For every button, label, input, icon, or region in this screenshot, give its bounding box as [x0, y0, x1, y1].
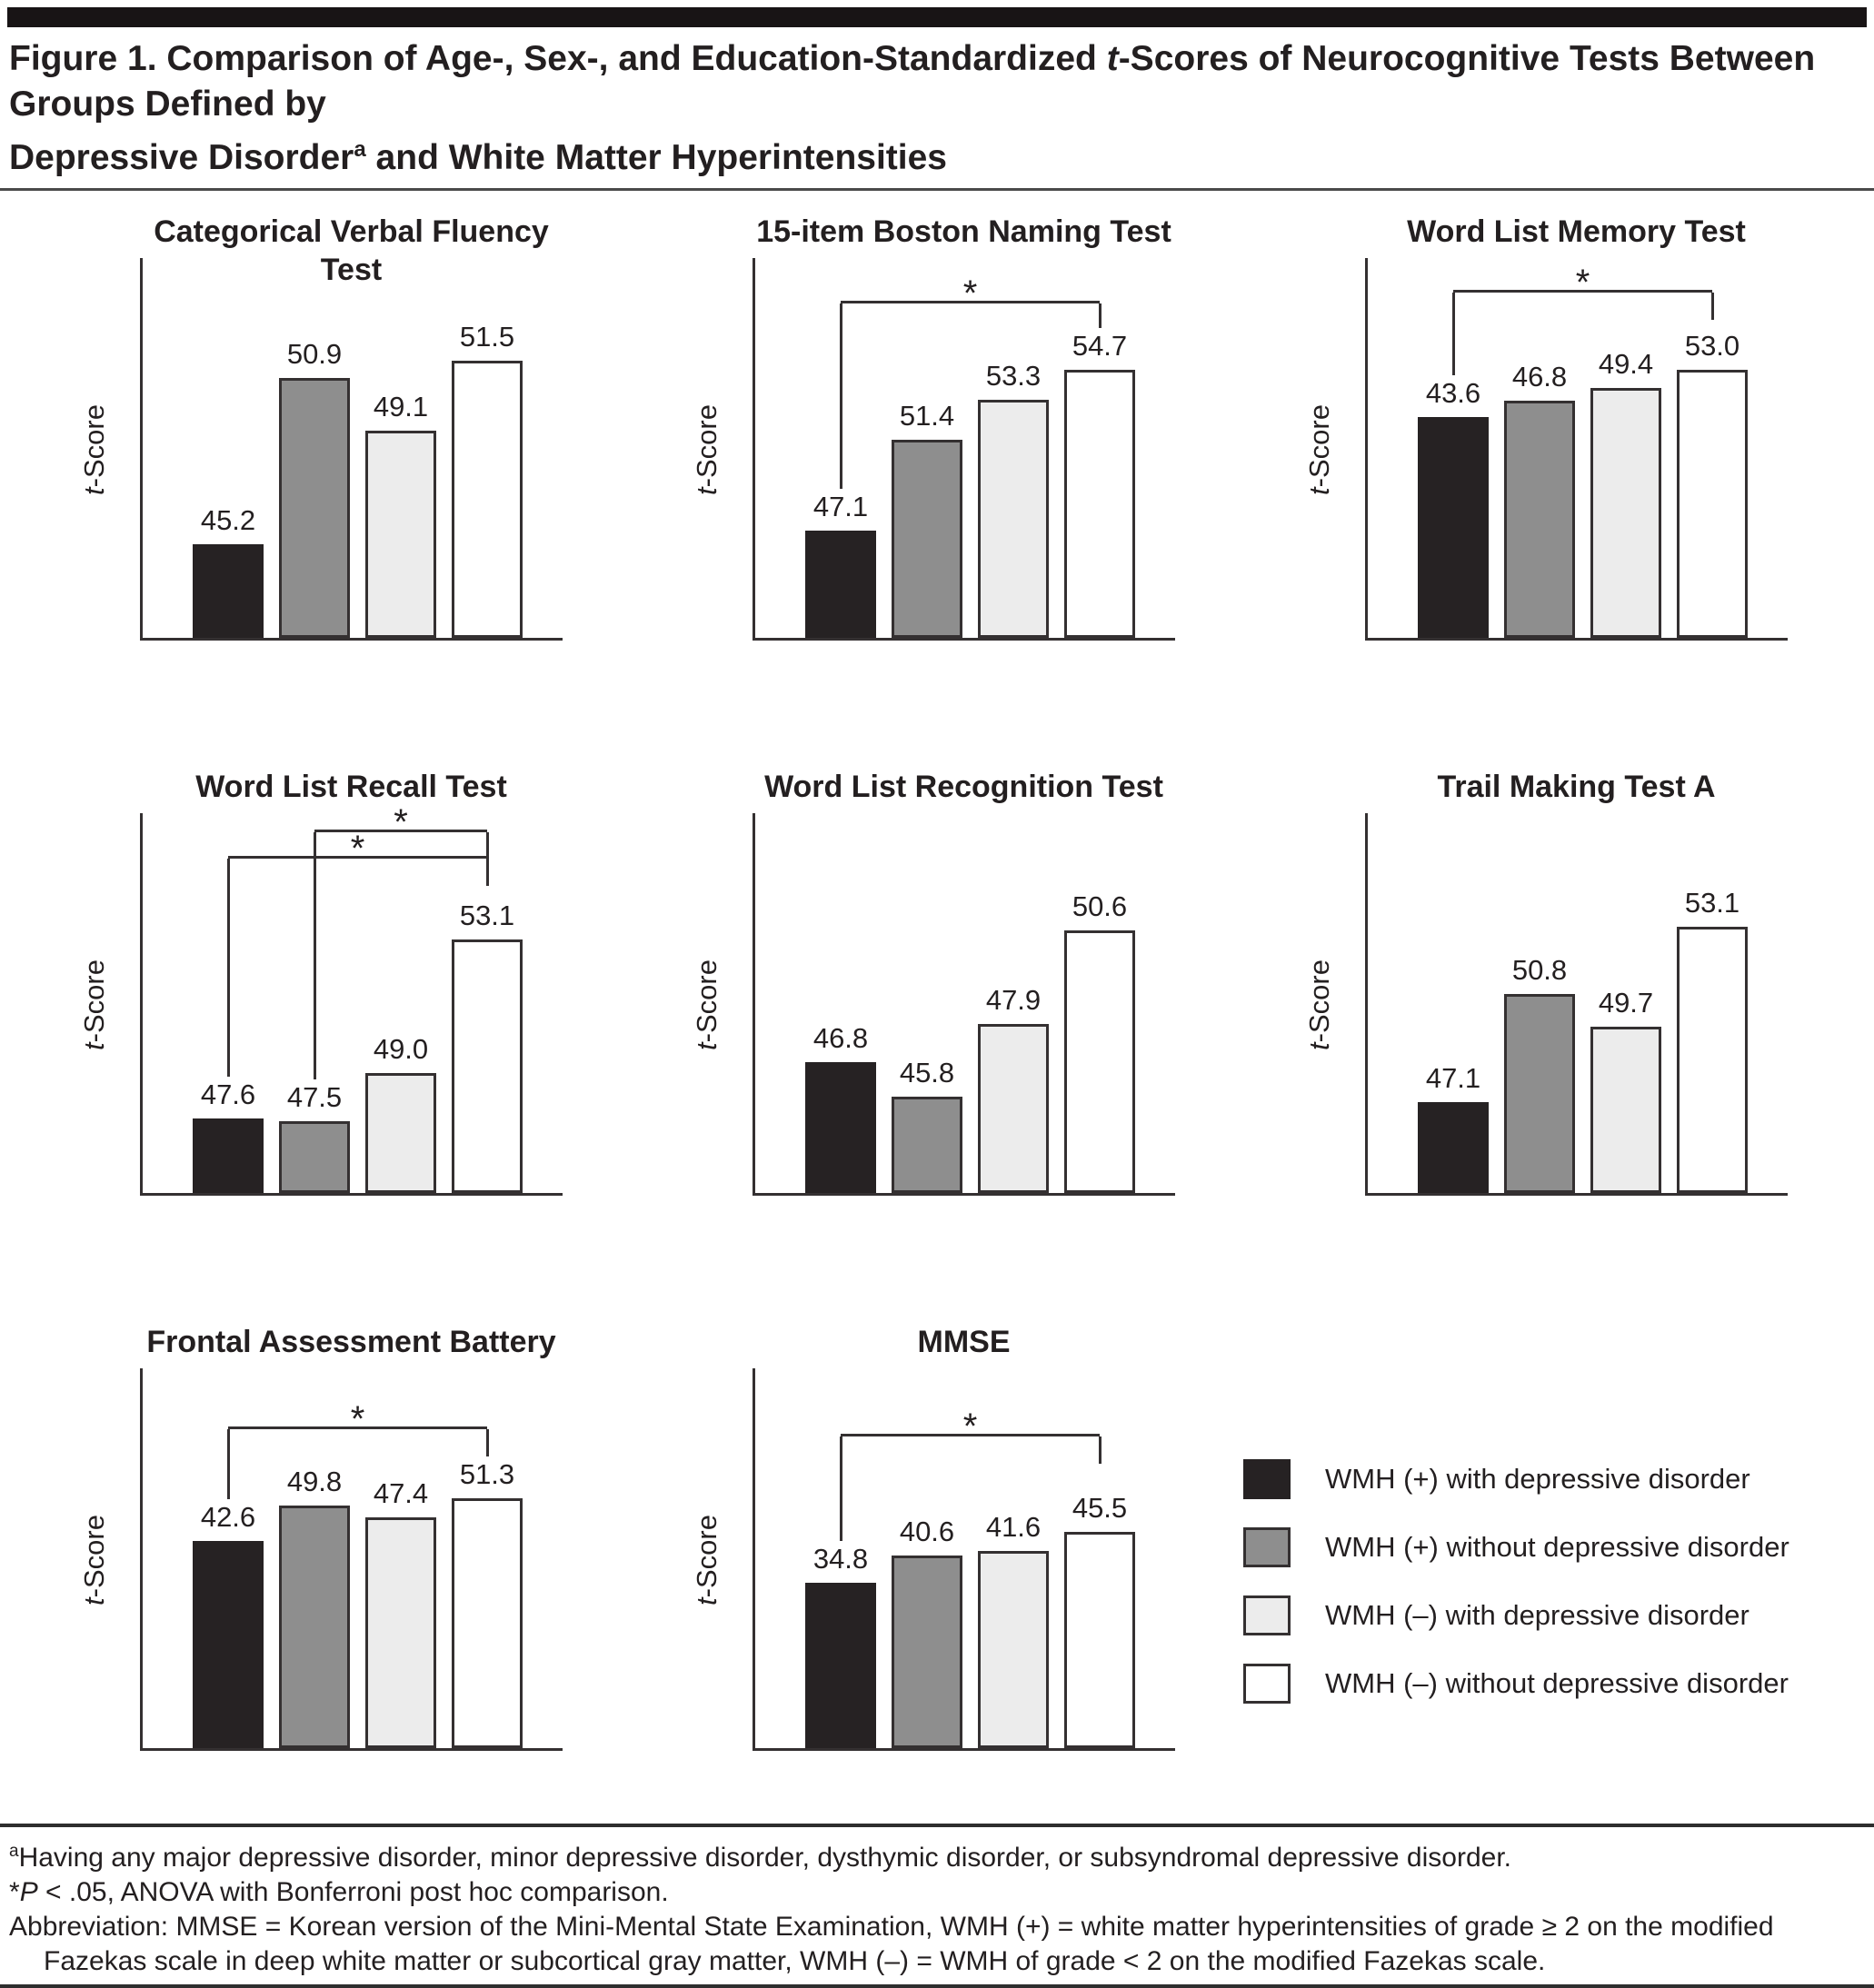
bar-value-label: 49.8: [286, 1466, 343, 1497]
footnote-a-superscript: a: [9, 1842, 19, 1861]
chart-title: Frontal Assessment Battery: [146, 1325, 556, 1359]
bar-value-label: 53.1: [459, 900, 515, 931]
figure-title-superscript-a: a: [354, 137, 366, 162]
plot-word-list-recall: [140, 802, 563, 1196]
bar-2: [892, 1556, 962, 1748]
y-axis-label-column: [49, 258, 140, 641]
bar-1: [193, 1541, 264, 1748]
y-axis-label: t-Score: [1303, 959, 1335, 1050]
chart-title: MMSE: [917, 1325, 1011, 1359]
significance-bracket-right-tick: [1099, 303, 1101, 328]
bar-value-label: 34.8: [812, 1543, 869, 1575]
figure-top-rule: [7, 7, 1867, 27]
y-axis-label: t-Score: [691, 1514, 723, 1605]
y-axis-label-column: [1274, 813, 1365, 1196]
significance-star: *: [1575, 263, 1590, 303]
bar-value-label: 41.6: [985, 1511, 1042, 1543]
bar-2: [1504, 401, 1575, 638]
chart-title: Word List Recall Test: [195, 770, 507, 804]
significance-bracket-left-tick: [840, 1436, 842, 1541]
significance-bracket-right-tick: [1711, 293, 1714, 320]
bar-3: [1590, 1027, 1661, 1193]
plot-word-list-memory: [1365, 258, 1788, 641]
significance-bracket-left-tick: [314, 832, 316, 1079]
y-axis-label-column: [662, 258, 753, 641]
legend-label: WMH (–) with depressive disorder: [1325, 1599, 1749, 1631]
figure-title-line1b: -Scores of Neurocognitive Tests Between Groups Defined by: [9, 39, 1816, 124]
chart-title: Trail Making Test A: [1437, 770, 1716, 804]
bar-value-label: 49.0: [373, 1033, 429, 1065]
footnote-significance: *P < .05, ANOVA with Bonferroni post hoc comparison.: [9, 1877, 669, 1907]
footnote-abbreviation: Abbreviation: MMSE = Korean version of the Mini-Mental State Examination, WMH (+) = white matter hyperintensities of grade ≥ 2 on the modified Fazekas scale in deep white matter or subcortical gray matter, WMH (–) = WMH of grade < 2 on the modified Fazekas scale.: [9, 1912, 1774, 1976]
bar-3: [978, 1551, 1049, 1748]
legend-item-1: [1243, 1459, 1856, 1499]
legend-swatch: [1243, 1595, 1291, 1635]
bar-value-label: 53.1: [1684, 887, 1740, 919]
bar-3: [978, 400, 1049, 638]
bar-value-label: 53.0: [1684, 330, 1740, 362]
figure-title: [9, 36, 1861, 181]
bar-value-label: 47.9: [985, 984, 1042, 1016]
plot-mmse: [753, 1368, 1175, 1751]
chart-frontal-assessment-battery: [49, 1323, 563, 1751]
bar-4: [1677, 370, 1748, 638]
significance-bracket-left-tick: [227, 1429, 230, 1499]
legend-item-2: [1243, 1527, 1856, 1567]
y-axis-label-column: [662, 1368, 753, 1751]
bar-value-label: 49.1: [373, 391, 429, 422]
footnote-star: *: [9, 1877, 20, 1907]
significance-star: *: [394, 802, 408, 842]
bar-3: [365, 1073, 436, 1193]
significance-bracket-left-tick: [227, 859, 230, 1077]
bar-value-label: 47.1: [812, 491, 869, 522]
bar-value-label: 47.5: [286, 1081, 343, 1113]
bar-value-label: 46.8: [812, 1022, 869, 1054]
bar-value-label: 50.6: [1072, 890, 1128, 922]
bar-4: [452, 361, 523, 638]
bar-4: [1677, 927, 1748, 1193]
bar-2: [279, 1121, 350, 1193]
bar-value-label: 54.7: [1072, 330, 1128, 362]
bar-4: [1064, 930, 1135, 1193]
legend: [1243, 1323, 1856, 1751]
bar-value-label: 45.5: [1072, 1492, 1128, 1524]
y-axis-label: t-Score: [78, 403, 110, 495]
y-axis-label-column: [662, 813, 753, 1196]
bar-value-label: 53.3: [985, 360, 1042, 392]
bar-1: [193, 1118, 264, 1193]
bar-value-label: 50.8: [1511, 954, 1568, 986]
chart-title: Word List Recognition Test: [764, 770, 1163, 804]
footnote-p-italic: P: [19, 1877, 38, 1907]
bar-1: [805, 1583, 876, 1748]
chart-word-list-recognition: [662, 768, 1175, 1196]
significance-bracket-left-tick: [1452, 293, 1455, 375]
bar-2: [279, 1506, 350, 1748]
bar-3: [365, 431, 436, 638]
bar-value-label: 51.4: [899, 400, 955, 432]
figure-title-line1: Figure 1. Comparison of Age-, Sex-, and Education-Standardized: [9, 39, 1107, 78]
bar-4: [1064, 370, 1135, 638]
chart-word-list-recall: [49, 768, 563, 1196]
bar-4: [452, 1498, 523, 1748]
y-axis-label: t-Score: [78, 1514, 110, 1605]
significance-bracket-right-tick: [1099, 1436, 1101, 1464]
bar-value-label: 49.4: [1598, 348, 1654, 380]
legend-label: WMH (+) with depressive disorder: [1325, 1463, 1750, 1495]
plot-categorical-verbal-fluency: [140, 258, 563, 641]
y-axis-label: t-Score: [691, 959, 723, 1050]
figure-title-italic-t: t: [1106, 39, 1119, 78]
bar-value-label: 45.2: [200, 504, 256, 536]
figure-title-line2: Depressive Disorder: [9, 138, 354, 177]
y-axis-label: t-Score: [691, 403, 723, 495]
figure-title-line2b: and White Matter Hyperintensities: [365, 138, 947, 177]
bar-4: [1064, 1532, 1135, 1748]
figure-bottom-rule: [0, 1984, 1874, 1988]
chart-title: 15-item Boston Naming Test: [756, 214, 1171, 249]
plot-boston-naming: [753, 258, 1175, 641]
significance-star: *: [962, 273, 978, 313]
bar-value-label: 42.6: [200, 1501, 256, 1533]
significance-bracket-right-tick: [486, 1429, 489, 1456]
y-axis-label-column: [1274, 258, 1365, 641]
significance-star: *: [962, 1407, 978, 1446]
bar-value-label: 51.3: [459, 1458, 515, 1490]
plot-trail-making-a: [1365, 813, 1788, 1196]
significance-bracket-left-tick: [840, 303, 842, 489]
bar-1: [1418, 1102, 1489, 1193]
chart-boston-naming: [662, 213, 1175, 641]
charts-grid: [0, 191, 1874, 1751]
bar-value-label: 47.4: [373, 1477, 429, 1509]
legend-item-3: [1243, 1595, 1856, 1635]
bar-1: [193, 544, 264, 638]
legend-item-4: [1243, 1664, 1856, 1704]
bar-value-label: 50.9: [286, 338, 343, 370]
significance-bracket-right-tick: [486, 859, 489, 886]
y-axis-label: t-Score: [78, 959, 110, 1050]
footnote-a: $^a$Having any major depressive disorder, minor depressive disorder, dysthymic disorder, or subsyndromal depressive disorder.: [9, 1842, 1511, 1873]
legend-label: WMH (+) without depressive disorder: [1325, 1531, 1789, 1563]
bar-2: [1504, 994, 1575, 1193]
bar-value-label: 45.8: [899, 1057, 955, 1088]
legend-swatch: [1243, 1664, 1291, 1704]
bar-value-label: 43.6: [1425, 377, 1481, 409]
legend-swatch: [1243, 1459, 1291, 1499]
chart-title: Word List Memory Test: [1407, 214, 1746, 249]
bar-value-label: 47.6: [200, 1078, 256, 1110]
bar-3: [1590, 388, 1661, 638]
bar-value-label: 51.5: [459, 321, 515, 353]
y-axis-label-column: [49, 1368, 140, 1751]
bar-value-label: 47.1: [1425, 1062, 1481, 1094]
chart-word-list-memory: [1274, 213, 1788, 641]
plot-frontal-assessment-battery: [140, 1368, 563, 1751]
y-axis-label: t-Score: [1303, 403, 1335, 495]
bar-2: [892, 1097, 962, 1193]
bar-1: [1418, 417, 1489, 638]
chart-mmse: [662, 1323, 1175, 1751]
chart-trail-making-a: [1274, 768, 1788, 1196]
legend-swatch: [1243, 1527, 1291, 1567]
bar-1: [805, 531, 876, 638]
chart-title: Categorical Verbal Fluency Test: [154, 214, 549, 287]
bar-value-label: 46.8: [1511, 361, 1568, 393]
bar-2: [892, 440, 962, 638]
bar-3: [978, 1024, 1049, 1193]
bar-3: [365, 1517, 436, 1748]
plot-word-list-recognition: [753, 813, 1175, 1196]
significance-star: *: [350, 1399, 365, 1439]
bar-value-label: 49.7: [1598, 987, 1654, 1019]
significance-star: *: [350, 829, 365, 869]
legend-label: WMH (–) without depressive disorder: [1325, 1667, 1789, 1699]
footnotes: [0, 1827, 1874, 1979]
chart-categorical-verbal-fluency: [49, 213, 563, 641]
bar-value-label: 40.6: [899, 1516, 955, 1547]
bar-4: [452, 939, 523, 1193]
y-axis-label-column: [49, 813, 140, 1196]
